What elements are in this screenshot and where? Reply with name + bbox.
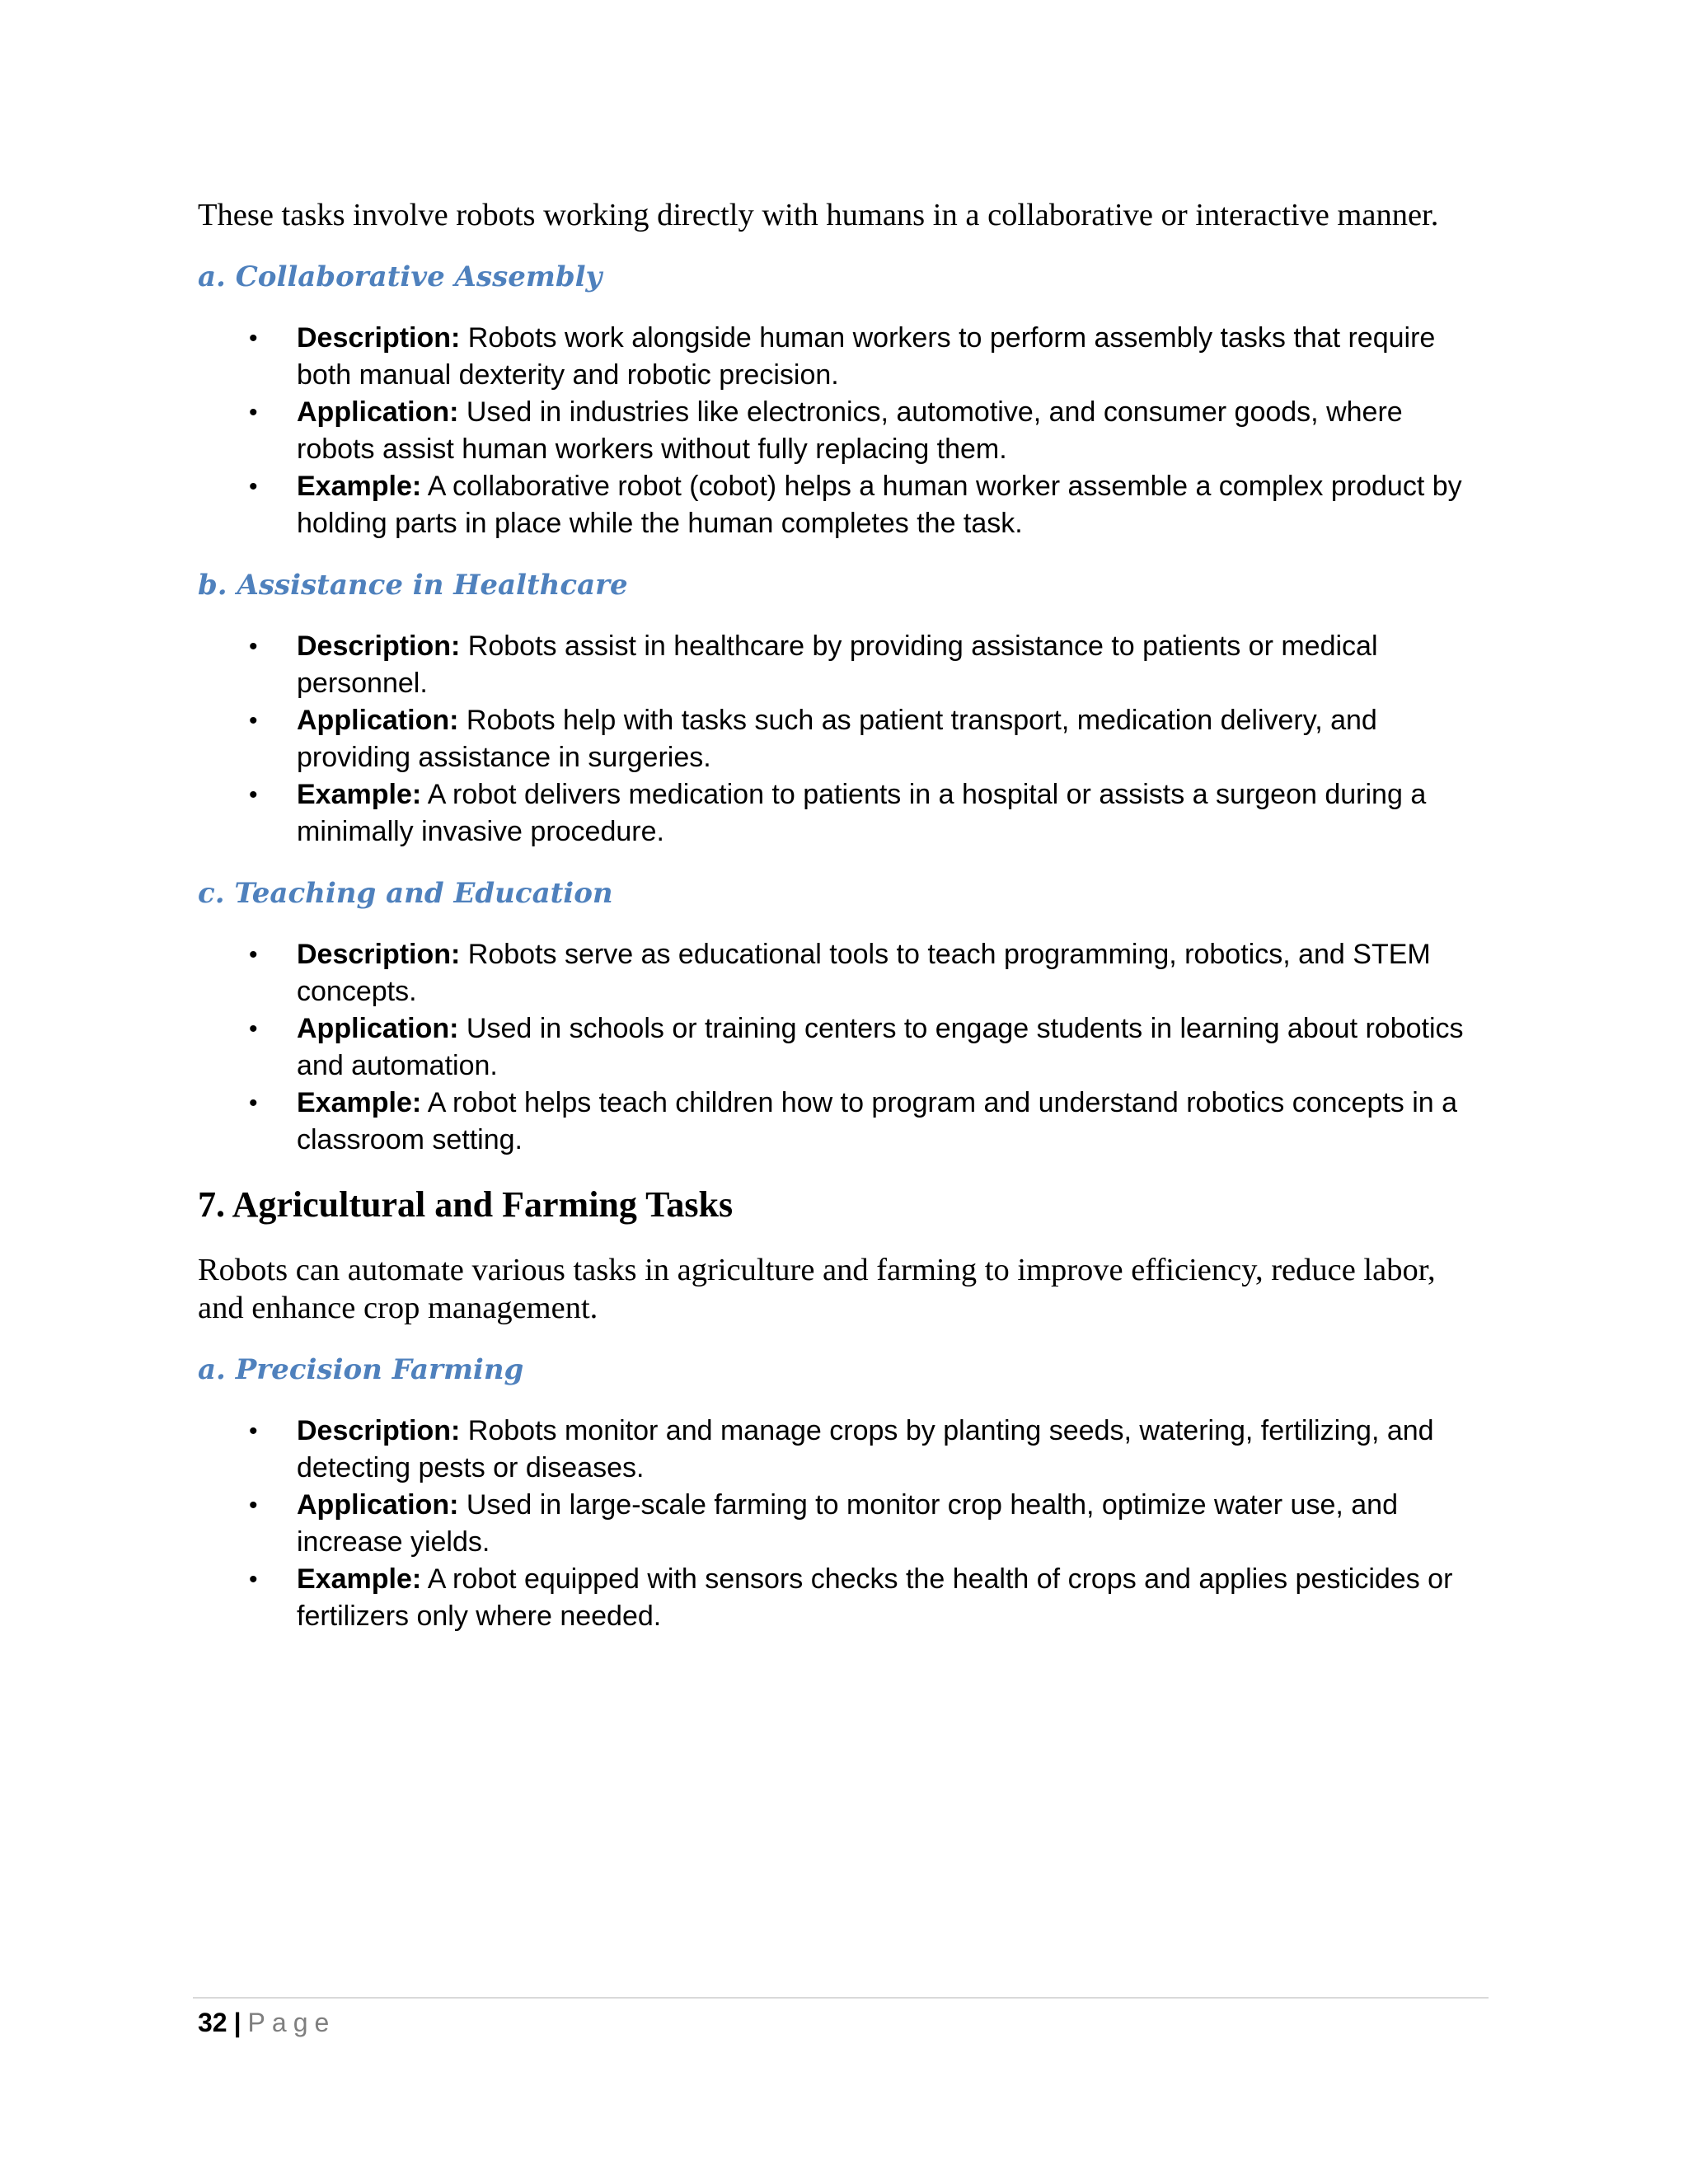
item-label: Application:: [297, 705, 459, 736]
intro-paragraph: These tasks involve robots working directly with humans in a collaborative or interactive manner.: [198, 198, 1439, 232]
item-text: A robot delivers medication to patients in a hospital or assists a surgeon during a minimally invasive procedure.: [297, 779, 1427, 847]
list-item: [198, 702, 1484, 776]
subheading-assistance-in-healthcare: b. Assistance in Healthcare: [198, 569, 628, 602]
item-label: Example:: [297, 471, 422, 502]
section7-intro-paragraph: Robots can automate various tasks in agriculture and farming to improve efficiency, reduce labor, and enhance crop management.: [198, 1253, 1436, 1325]
item-text: Used in industries like electronics, automotive, and consumer goods, where robots assist human workers without fully replacing them.: [297, 396, 1403, 465]
bullet-icon: •: [249, 707, 258, 734]
list-item: [198, 1487, 1484, 1561]
item-text: Robots monitor and manage crops by planting seeds, watering, fertilizing, and detecting pests or diseases.: [297, 1415, 1434, 1483]
item-label: Example:: [297, 779, 422, 810]
item-text: Robots assist in healthcare by providing assistance to patients or medical personnel.: [297, 630, 1378, 699]
item-text: Used in schools or training centers to engage students in learning about robotics and automation.: [297, 1013, 1464, 1081]
list-item: [198, 936, 1484, 1010]
page-number: 32: [198, 2008, 227, 2037]
bullet-icon: •: [249, 399, 258, 426]
item-label: Description:: [297, 322, 461, 354]
item-label: Description:: [297, 939, 461, 970]
list-item: [198, 320, 1484, 394]
section-heading-agricultural: 7. Agricultural and Farming Tasks: [198, 1184, 734, 1225]
bullet-list-teaching-and-education: [198, 936, 1484, 1159]
bullet-list-assistance-in-healthcare: [198, 628, 1484, 851]
item-text: Robots serve as educational tools to teach programming, robotics, and STEM concepts.: [297, 939, 1431, 1007]
item-text: Robots help with tasks such as patient transport, medication delivery, and providing assistance in surgeries.: [297, 705, 1377, 773]
bullet-list-precision-farming: [198, 1413, 1484, 1635]
list-item: [198, 1085, 1484, 1159]
bullet-icon: •: [249, 1566, 258, 1593]
bullet-icon: •: [249, 1418, 258, 1445]
subheading-teaching-and-education: c. Teaching and Education: [198, 877, 613, 910]
list-item: [198, 1010, 1484, 1085]
item-text: Robots work alongside human workers to perform assembly tasks that require both manual dexterity and robotic precision.: [297, 322, 1436, 391]
item-label: Application:: [297, 1489, 459, 1521]
item-label: Description:: [297, 1415, 461, 1446]
bullet-list-collaborative-assembly: [198, 320, 1484, 542]
bullet-icon: •: [249, 473, 258, 500]
footer-divider: [193, 1997, 1489, 1999]
list-item: [198, 1413, 1484, 1487]
list-item: [198, 1561, 1484, 1635]
item-label: Description:: [297, 630, 461, 662]
page-footer: [198, 2006, 335, 2039]
item-text: A robot helps teach children how to program and understand robotics concepts in a classroom setting.: [297, 1087, 1458, 1155]
bullet-icon: •: [249, 781, 258, 808]
item-label: Application:: [297, 396, 459, 428]
bullet-icon: •: [249, 633, 258, 660]
bullet-icon: •: [249, 941, 258, 968]
item-text: A collaborative robot (cobot) helps a human worker assemble a complex product by holding parts in place while the human completes the task.: [297, 471, 1462, 539]
list-item: [198, 468, 1484, 542]
page-content: [198, 196, 1484, 1635]
list-item: [198, 394, 1484, 468]
page-label: Page: [247, 2008, 336, 2037]
item-label: Example:: [297, 1563, 422, 1595]
subheading-collaborative-assembly: a. Collaborative Assembly: [198, 260, 603, 293]
subheading-precision-farming: a. Precision Farming: [198, 1353, 524, 1386]
item-label: Application:: [297, 1013, 459, 1044]
item-text: A robot equipped with sensors checks the health of crops and applies pesticides or fertilizers only where needed.: [297, 1563, 1453, 1632]
list-item: [198, 628, 1484, 702]
item-label: Example:: [297, 1087, 422, 1118]
item-text: Used in large-scale farming to monitor crop health, optimize water use, and increase yields.: [297, 1489, 1398, 1558]
bullet-icon: •: [249, 1492, 258, 1519]
list-item: [198, 776, 1484, 851]
bullet-icon: •: [249, 1090, 258, 1117]
bullet-icon: •: [249, 1015, 258, 1043]
footer-separator: |: [233, 2008, 241, 2037]
bullet-icon: •: [249, 325, 258, 352]
